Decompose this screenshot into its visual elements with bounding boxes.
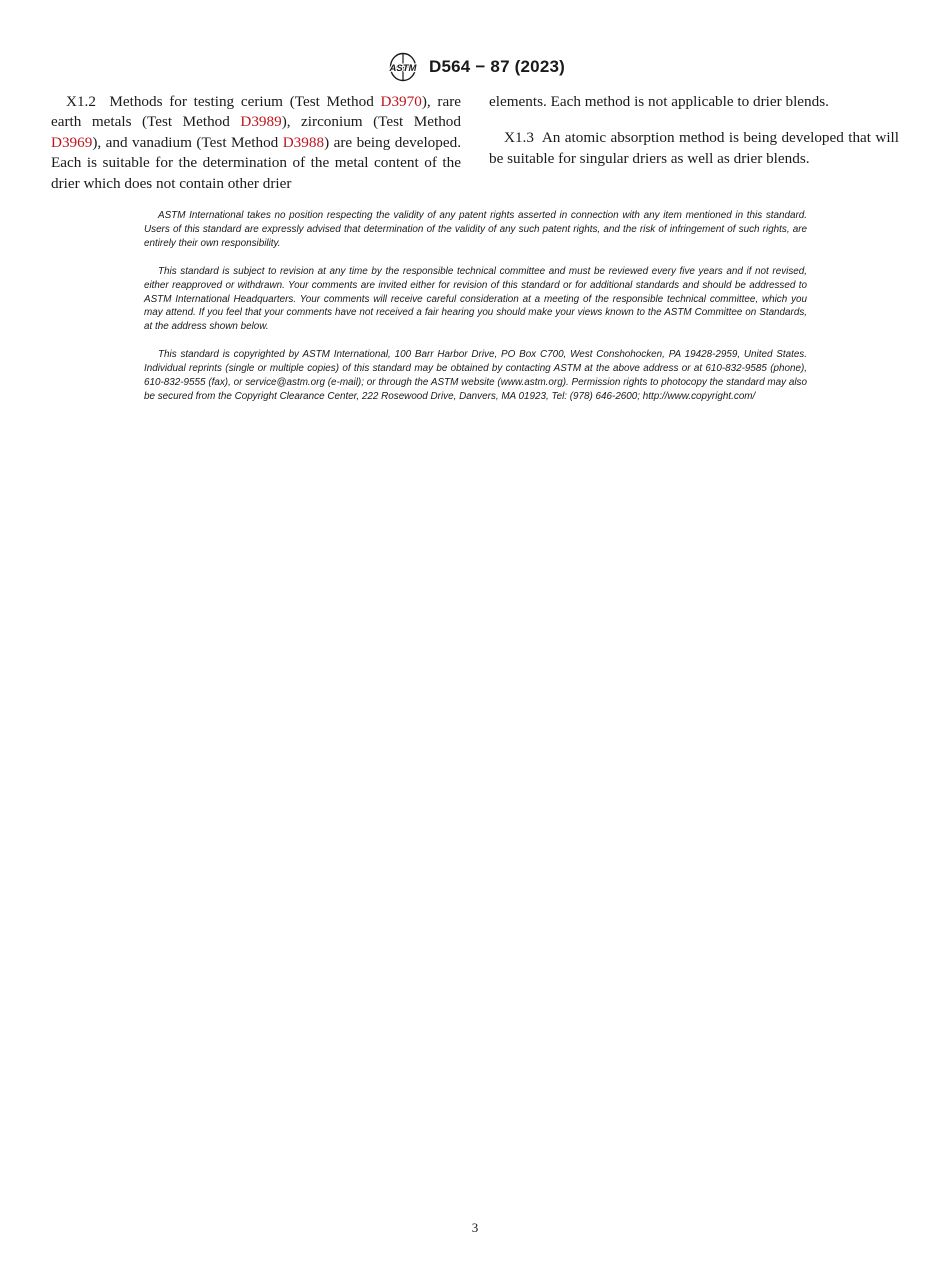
reference-link-d3989[interactable]: D3989: [240, 113, 282, 131]
reference-link-d3969[interactable]: D3969: [51, 133, 93, 151]
left-column: [51, 92, 461, 194]
page-number: 3: [471, 1220, 479, 1235]
section-number: X1.3: [504, 129, 534, 147]
paragraph-x1-2-continuation: elements. Each method is not applicable to drier blends.: [489, 93, 829, 110]
paragraph-text: ) are being developed. Each is suitable for the determination of the metal content of the drier which does not contain other drier: [51, 133, 461, 192]
patent-notice: ASTM International takes no position respecting the validity of any patent rights asserted in connection with any item mentioned in this standard. Users of this standard are expressly advised that determination of the validity of any such patent rights, and the risk of infringement of such rights, are entirely their own responsibility.: [144, 210, 807, 249]
right-column: [489, 92, 899, 194]
section-number: X1.2: [66, 93, 96, 110]
reference-link-d3988[interactable]: D3988: [282, 133, 325, 151]
paragraph-text: ), and vanadium (Test Method: [92, 133, 283, 151]
page-header: [0, 52, 950, 82]
svg-text:ASTM: ASTM: [389, 63, 417, 74]
astm-logo-icon: [385, 52, 421, 82]
standard-designation: D564 − 87 (2023): [429, 57, 565, 76]
body-columns: [51, 92, 899, 194]
paragraph-text: ), zirconium (Test Method: [281, 113, 461, 131]
paragraph-x1-2: [51, 92, 461, 194]
reference-link-d3970[interactable]: D3970: [380, 93, 422, 110]
copyright-notice: This standard is copyrighted by ASTM International, 100 Barr Harbor Drive, PO Box C700, West Conshohocken, PA 19428-2959, United States. Individual reprints (single or multiple copies) of this standard may be obtained by contacting ASTM at the above address or at 610-832-9585 (phone), 610-832-9555 (fax), or service@astm.org (e-mail); or through the ASTM website (www.astm.org). Permission rights to photocopy the standard may also be secured from the Copyright Clearance Center, 222 Rosewood Drive, Danvers, MA 01923, Tel: (978) 646-2600; http://www.copyright.com/: [144, 349, 807, 402]
paragraph-x1-3: [489, 128, 899, 169]
astm-notices: [144, 209, 807, 418]
paragraph-text: ), rare earth metals (Test Method: [51, 93, 461, 131]
paragraph-text: An atomic absorption method is being developed that will be suitable for singular driers as well as drier blends.: [489, 129, 899, 167]
paragraph-text: Methods for testing cerium (Test Method: [109, 93, 381, 110]
revision-notice: This standard is subject to revision at any time by the responsible technical committee and must be reviewed every five years and if not revised, either reapproved or withdrawn. Your comments are invited either for revision of this standard or for additional standards and should be addressed to ASTM International Headquarters. Your comments will receive careful consideration at a meeting of the responsible technical committee, which you may attend. If you feel that your comments have not received a fair hearing you should make your views known to the ASTM Committee on Standards, at the address shown below.: [144, 265, 807, 333]
